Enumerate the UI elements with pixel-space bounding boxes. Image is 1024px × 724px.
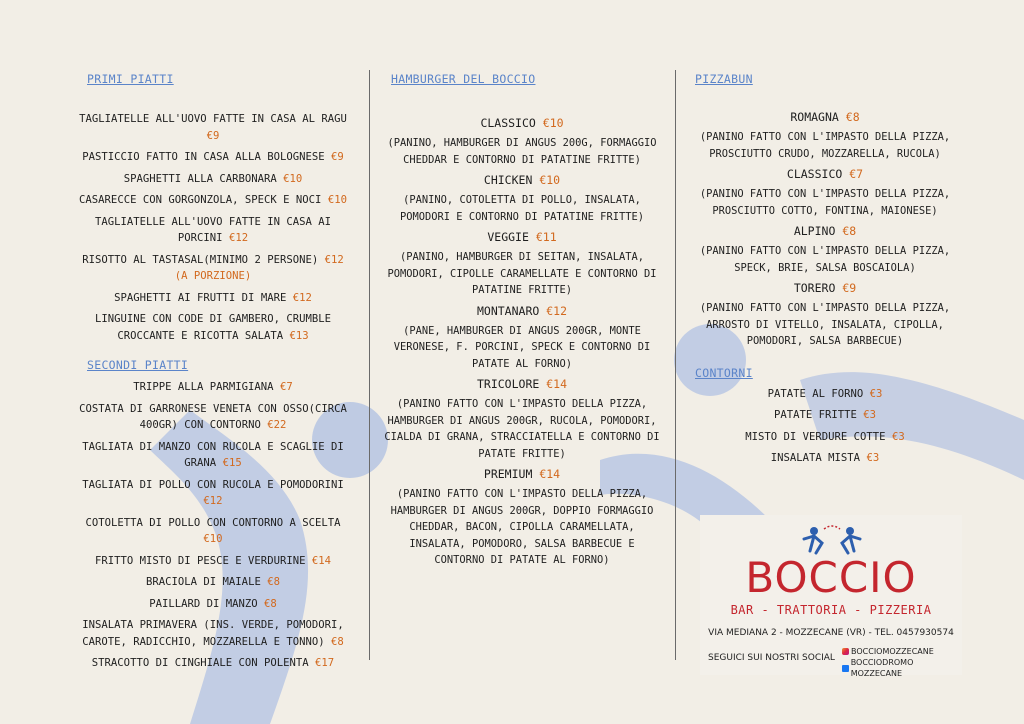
- secondi-item: [78, 596, 348, 613]
- dish-description: (PANINO FATTO CON L'IMPASTO DELLA PIZZA, HAMBURGER DI ANGUS 200GR, DOPPIO FORMAGGIO CHEDDAR, BACON, CIPOLLA CARAMELLATA, INSALATA, POMODORO, SALSA BARBECUE E CONTORNO DI PATATE AL FORNO): [390, 488, 654, 566]
- dish-name: ALPINO: [793, 224, 836, 238]
- dish-name: TAGLIATELLE ALL'UOVO FATTE IN CASA AL RAGU: [79, 113, 347, 125]
- pizzabun-item: [690, 110, 960, 162]
- dish-name: CHICKEN: [483, 173, 533, 187]
- dish-price: €7: [849, 167, 864, 181]
- dish-heading: [384, 116, 660, 131]
- dish-name: TAGLIATA DI POLLO CON RUCOLA E POMODORINI: [82, 478, 344, 491]
- contorni-title: CONTORNI: [695, 365, 753, 380]
- dish-description: (PANINO FATTO CON L'IMPASTO DELLA PIZZA, HAMBURGER DI ANGUS 200GR, RUCOLA, POMODORI, CIALDA DI GRANA, STRACCIATELLA E CONTORNO DI PATATE FRITTE): [384, 398, 660, 460]
- dish-name: TAGLIATA DI MANZO CON RUCOLA E SCAGLIE DI GRANA: [82, 440, 344, 469]
- instagram-icon: [842, 648, 849, 655]
- logo-wordmark: BOCCIO: [745, 553, 917, 602]
- dish-heading: [384, 304, 660, 319]
- contorni-item: [690, 386, 960, 403]
- dish-name: TRICOLORE: [476, 377, 540, 391]
- dish-name: TAGLIATELLE ALL'UOVO FATTE IN CASA AI PORCINI: [95, 215, 331, 244]
- dish-price: €12: [228, 232, 249, 244]
- secondi-title: SECONDI PIATTI: [87, 358, 189, 372]
- dish-price: €3: [891, 430, 905, 443]
- dish-price: €8: [264, 597, 277, 610]
- primi-item: [78, 311, 348, 344]
- dish-price: €12 (A PORZIONE): [174, 253, 344, 282]
- dish-price: €15: [222, 457, 242, 469]
- dish-heading: [384, 230, 660, 245]
- instagram-link[interactable]: [842, 646, 962, 657]
- dish-price: €10: [327, 194, 347, 206]
- dish-name: TRIPPE ALLA PARMIGIANA: [133, 381, 274, 393]
- secondi-item: [78, 401, 348, 434]
- dish-description: (PANINO FATTO CON L'IMPASTO DELLA PIZZA, PROSCIUTTO COTTO, FONTINA, MAIONESE): [699, 188, 951, 217]
- dish-name: CASARECCE CON GORGONZOLA, SPECK E NOCI: [79, 194, 322, 206]
- dish-description: (PANE, HAMBURGER DI ANGUS 200GR, MONTE VERONESE, F. PORCINI, SPECK E CONTORNO DI PATATE AL FORNO): [393, 324, 651, 370]
- dish-price: €10: [539, 173, 561, 187]
- pizzabun-item: [690, 224, 960, 276]
- primi-item: [78, 290, 348, 307]
- dish-price: €13: [289, 329, 309, 342]
- hamburger-item: [384, 304, 660, 373]
- dish-price: €10: [203, 533, 223, 545]
- primi-item: [78, 192, 348, 209]
- dish-name: COSTATA DI GARRONESE VENETA CON OSSO(CIRCA 400GR) CON CONTORNO: [79, 402, 347, 431]
- dish-name: TORERO: [793, 281, 836, 295]
- dish-price: €10: [542, 116, 564, 130]
- dish-heading: [384, 173, 660, 188]
- hamburger-item: [384, 116, 660, 168]
- dish-description: (PANINO FATTO CON L'IMPASTO DELLA PIZZA, SPECK, BRIE, SALSA BOSCAIOLA): [699, 245, 951, 274]
- dish-price: €12: [292, 291, 312, 304]
- contorni-item: [690, 407, 960, 424]
- dish-heading: [690, 167, 960, 182]
- dish-name: BRACIOLA DI MAIALE: [146, 576, 261, 588]
- facebook-link[interactable]: [842, 657, 962, 679]
- dish-price: €8: [331, 635, 344, 648]
- dish-price: €3: [863, 409, 877, 421]
- primi-item: [78, 111, 348, 144]
- dish-heading: [384, 467, 660, 482]
- dish-name: RISOTTO AL TASTASAL(MINIMO 2 PERSONE): [82, 253, 319, 266]
- facebook-handle: BOCCIODROMO MOZZECANE: [850, 658, 914, 678]
- secondi-item: [78, 574, 348, 591]
- primi-item: [78, 214, 348, 247]
- facebook-icon: [842, 665, 849, 672]
- hamburger-list: [384, 116, 660, 569]
- primi-item: [78, 171, 348, 188]
- secondi-item: [78, 553, 348, 570]
- primi-item: [78, 149, 348, 166]
- dish-name: INSALATA PRIMAVERA (INS. VERDE, POMODORI, CAROTE, RADICCHIO, MOZZARELLA E TONNO): [82, 619, 344, 648]
- dish-name: SPAGHETTI ALLA CARBONARA: [123, 172, 277, 185]
- dish-price: €9: [842, 281, 857, 295]
- dish-price: €14: [539, 467, 561, 481]
- dish-price: €8: [267, 576, 280, 588]
- left-column: [78, 72, 348, 677]
- pizzabun-item: [690, 281, 960, 350]
- dish-name: PATATE AL FORNO: [767, 387, 864, 400]
- contorni-item: [690, 429, 960, 446]
- dish-description: (PANINO, COTOLETTA DI POLLO, INSALATA, POMODORI E CONTORNO DI PATATINE FRITTE): [400, 194, 644, 223]
- dish-name: PASTICCIO FATTO IN CASA ALLA BOLOGNESE: [82, 151, 325, 163]
- dish-price: €3: [869, 387, 883, 400]
- hamburger-item: [384, 173, 660, 225]
- dish-name: FRITTO MISTO DI PESCE E VERDURINE: [94, 554, 306, 567]
- restaurant-logo-block: [700, 515, 962, 678]
- primi-list: [78, 111, 348, 344]
- dish-description: (PANINO FATTO CON L'IMPASTO DELLA PIZZA, PROSCIUTTO CRUDO, MOZZARELLA, RUCOLA): [699, 131, 951, 160]
- dish-name: INSALATA MISTA: [770, 452, 861, 464]
- dish-price: €14: [311, 554, 331, 567]
- pizzabun-item: [690, 167, 960, 219]
- dish-name: SPAGHETTI AI FRUTTI DI MARE: [114, 291, 287, 304]
- right-column: [690, 72, 960, 472]
- dish-price: €9: [206, 129, 220, 142]
- dish-price: €17: [315, 657, 335, 669]
- dish-name: PAILLARD DI MANZO: [149, 597, 258, 610]
- column-divider-2: [675, 70, 676, 660]
- dish-name: CLASSICO: [480, 116, 536, 130]
- hamburger-item: [384, 230, 660, 299]
- secondi-item: [78, 439, 348, 472]
- dish-name: LINGUINE CON CODE DI GAMBERO, CRUMBLE CROCCANTE E RICOTTA SALATA: [95, 313, 331, 342]
- dish-price: €8: [842, 224, 857, 238]
- secondi-item: [78, 655, 348, 672]
- dish-price: €8: [845, 110, 860, 124]
- dish-description: (PANINO, HAMBURGER DI SEITAN, INSALATA, POMODORI, CIPOLLE CARAMELLATE E CONTORNO DI PATATINE FRITTE): [387, 251, 657, 296]
- dish-name: ROMAGNA: [790, 110, 839, 124]
- dish-price: €3: [866, 452, 880, 464]
- dish-name: VEGGIE: [487, 230, 529, 244]
- dish-price: €12: [203, 495, 223, 507]
- middle-column: [384, 72, 660, 574]
- dish-name: MONTANARO: [476, 303, 540, 318]
- dish-price: €12: [546, 303, 568, 318]
- address: VIA MEDIANA 2 - MOZZECANE (VR) - TEL. 0457930574: [708, 628, 954, 638]
- dish-name: PATATE FRITTE: [773, 409, 857, 421]
- dish-description: (PANINO FATTO CON L'IMPASTO DELLA PIZZA, ARROSTO DI VITELLO, INSALATA, CIPOLLA, POMODORI, SALSA BARBECUE): [699, 302, 951, 347]
- contorni-list: [690, 386, 960, 467]
- dish-price: €10: [283, 172, 303, 185]
- hamburger-item: [384, 377, 660, 462]
- dish-price: €11: [535, 230, 557, 244]
- dish-price: €22: [267, 419, 287, 431]
- dish-price: €9: [331, 151, 344, 163]
- column-divider-1: [369, 70, 370, 660]
- secondi-item: [78, 515, 348, 548]
- hamburger-item: [384, 467, 660, 569]
- dish-heading: [384, 377, 660, 392]
- secondi-list: [78, 379, 348, 672]
- social-lead: SEGUICI SUI NOSTRI SOCIAL: [708, 653, 835, 663]
- dish-name: MISTO DI VERDURE COTTE: [745, 430, 886, 443]
- secondi-item: [78, 617, 348, 650]
- dish-price: €14: [546, 377, 568, 391]
- instagram-handle: BOCCIOMOZZECANE: [851, 647, 934, 656]
- hamburger-title: HAMBURGER DEL BOCCIO: [391, 72, 536, 86]
- bocce-players-icon: [800, 523, 864, 557]
- dish-name: STRACOTTO DI CINGHIALE CON POLENTA: [91, 657, 309, 669]
- dish-name: COTOLETTA DI POLLO CON CONTORNO A SCELTA: [85, 516, 341, 529]
- primi-title: PRIMI PIATTI: [87, 72, 174, 86]
- dish-heading: [690, 110, 960, 125]
- social-list: [842, 646, 962, 679]
- secondi-item: [78, 379, 348, 396]
- dish-price: €7: [279, 381, 293, 393]
- dish-heading: [690, 224, 960, 239]
- dish-name: PREMIUM: [483, 467, 533, 481]
- primi-item: [78, 252, 348, 285]
- pizzabun-list: [690, 110, 960, 350]
- logo-tagline: BAR - TRATTORIA - PIZZERIA: [730, 603, 932, 617]
- dish-name: CLASSICO: [786, 167, 843, 181]
- secondi-item: [78, 477, 348, 510]
- contorni-item: [690, 450, 960, 467]
- pizzabun-title: PIZZABUN: [695, 72, 753, 86]
- dish-heading: [690, 281, 960, 296]
- dish-description: (PANINO, HAMBURGER DI ANGUS 200G, FORMAGGIO CHEDDAR E CONTORNO DI PATATINE FRITTE): [387, 137, 657, 166]
